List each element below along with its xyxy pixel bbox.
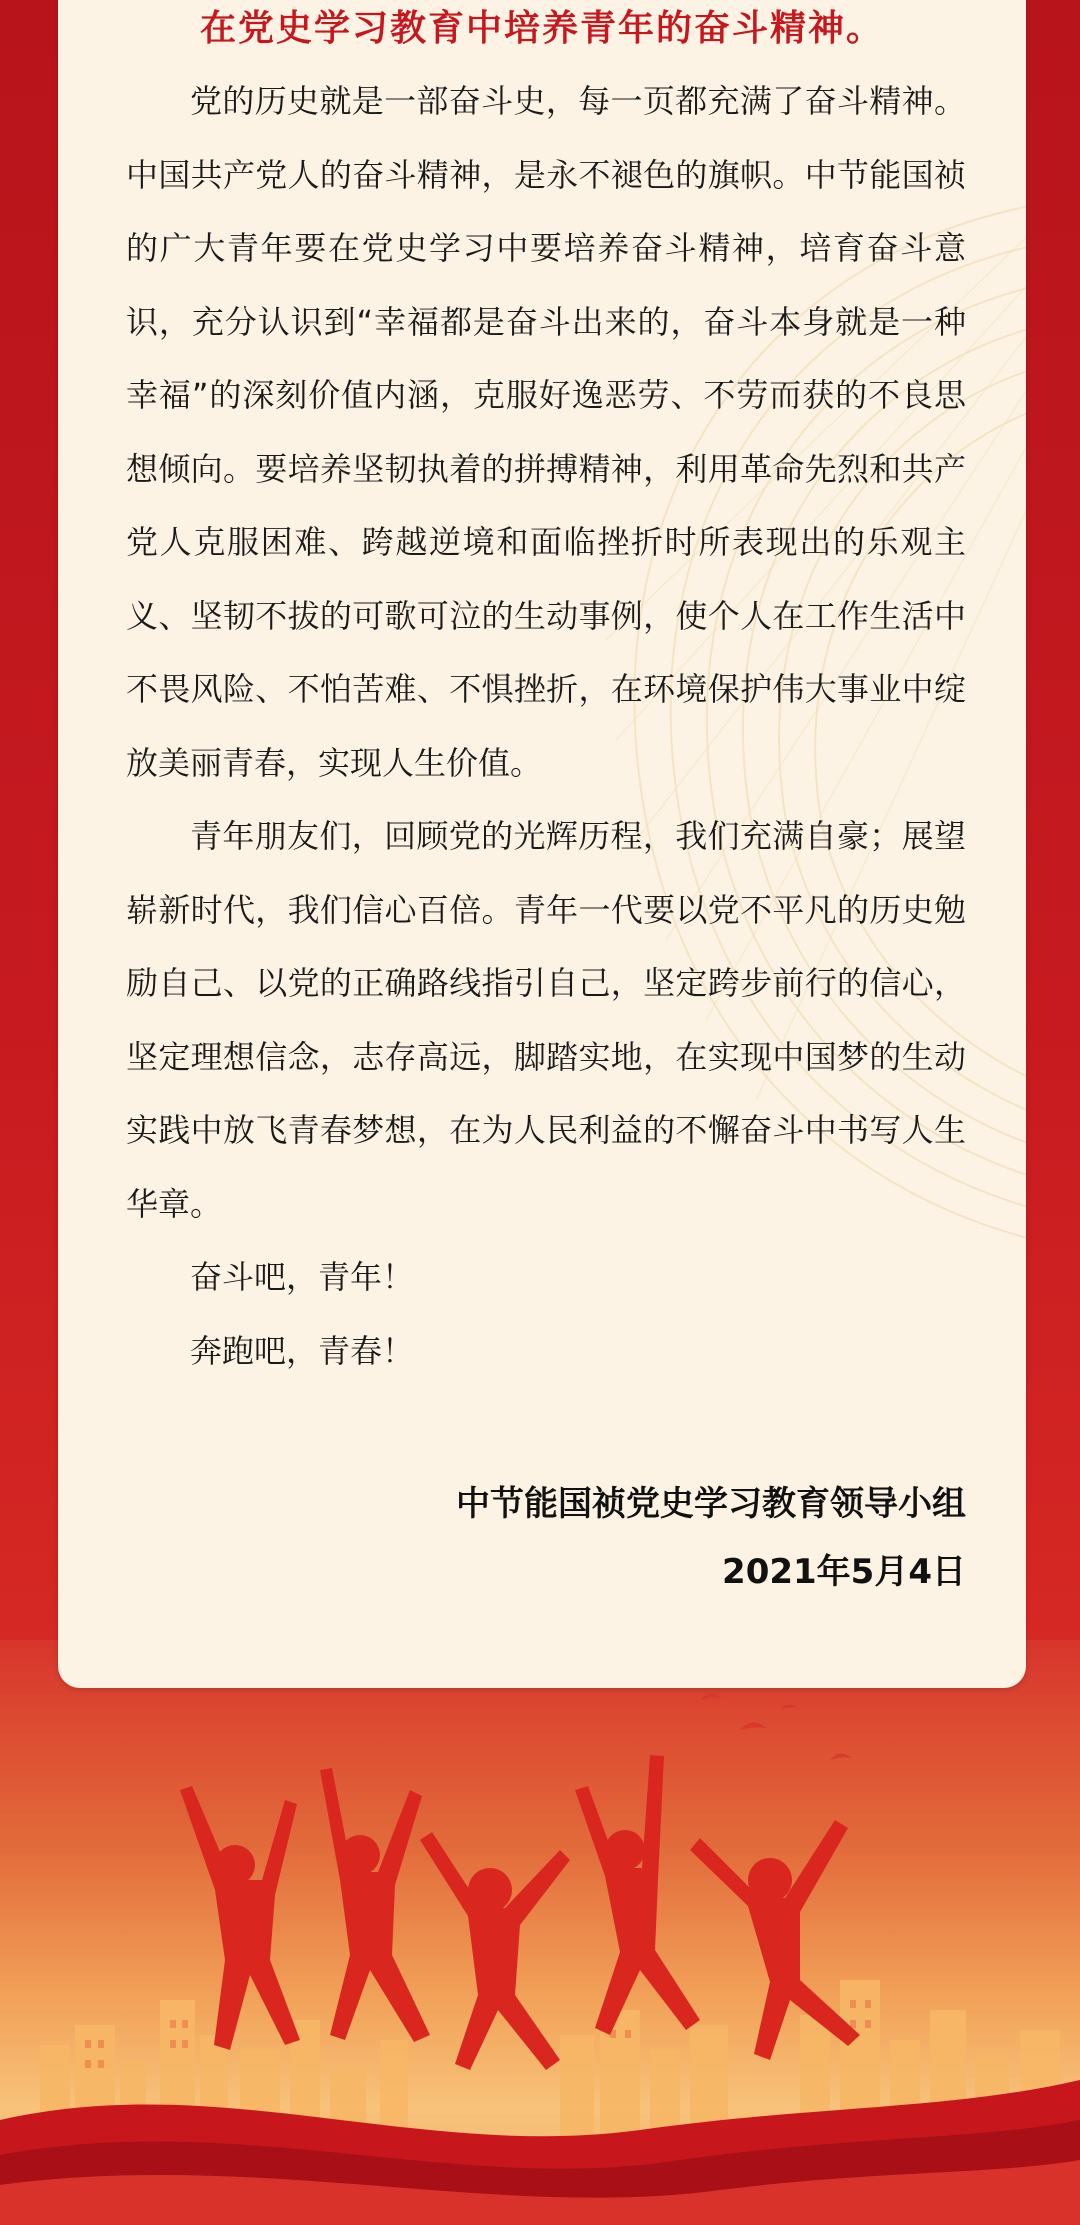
jumping-youth-silhouettes xyxy=(180,1755,860,2070)
article-body xyxy=(126,65,966,1388)
slogan-1: 奋斗吧，青年！ xyxy=(190,1258,415,1296)
birds-graphic xyxy=(700,1693,852,1760)
paragraph-2: 青年朋友们，回顾党的光辉历程，我们充满自豪；展望崭新时代，我们信心百倍。青年一代要以党不平凡的历史勉励自己、以党的正确路线指引自己，坚定跨步前行的信心，坚定理想信念，志存高远，脚踏实地，在实现中国梦的生动实践中放飞青春梦想，在为人民利益的不懈奋斗中书写人生华章。 xyxy=(126,817,966,1223)
footer-illustration xyxy=(0,1640,1080,2225)
slogan-2: 奔跑吧，青春！ xyxy=(190,1331,415,1370)
page-title: 在党史学习教育中培养青年的奋斗精神。 xyxy=(199,8,884,49)
signature-block xyxy=(366,1470,966,1606)
paragraph-1: 党的历史就是一部奋斗史，每一页都充满了奋斗精神。中国共产党人的奋斗精神，是永不褪色的旗帜。中节能国祯的广大青年要在党史学习中要培养奋斗精神，培育奋斗意识，充分认识到“幸福都是奋斗出来的，奋斗本身就是一种幸福”的深刻价值内涵，克服好逸恶劳、不劳而获的不良思想倾向。要培养坚韧执着的拼搏精神，利用革命先烈和共产党人克服困难、跨越逆境和面临挫折时所表现出的乐观主义、坚韧不拔的可歌可泣的生动事例，使个人在工作生活中不畏风险、不怕苦难、不惧挫折，在环境保护伟大事业中绽放美丽青春，实现人生价值。 xyxy=(126,82,966,782)
signature-date: 2021年5月4日 xyxy=(722,1552,966,1592)
celebration-scene-graphic xyxy=(0,1640,1080,2225)
content-card xyxy=(58,0,1026,1688)
signature-org: 中节能国祯党史学习教育领导小组 xyxy=(456,1484,966,1524)
